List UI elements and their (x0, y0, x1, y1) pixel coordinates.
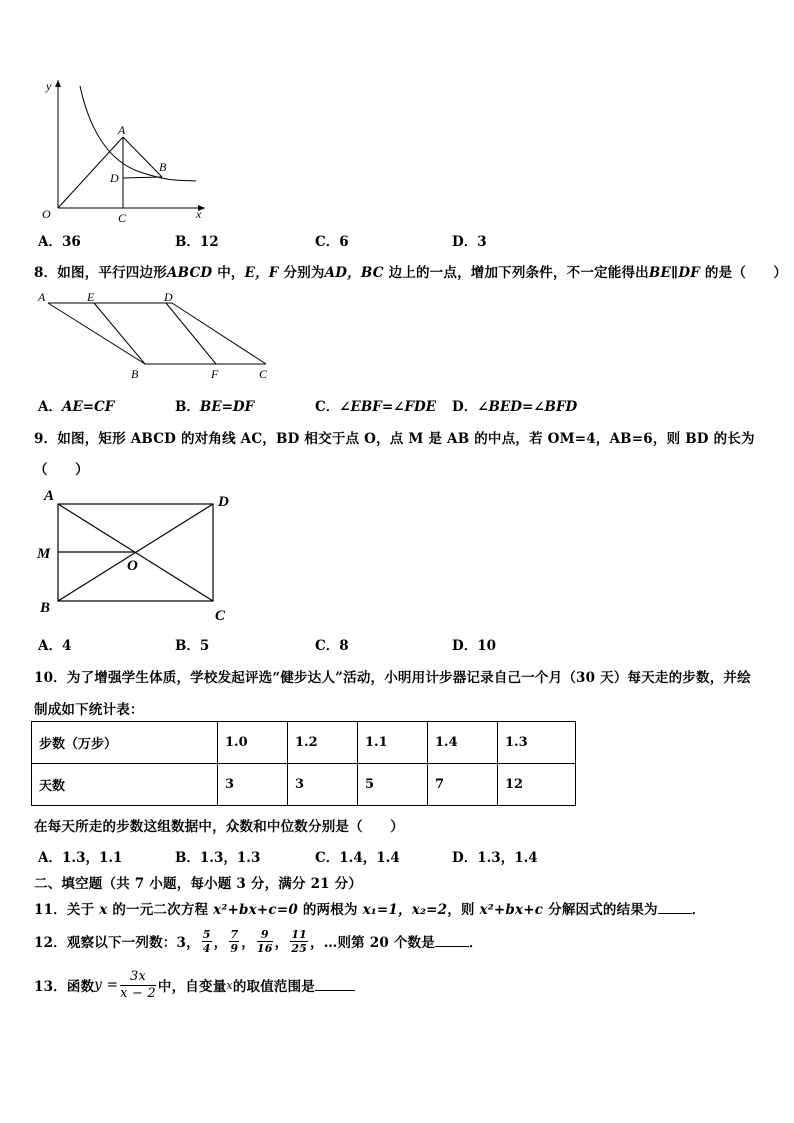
q10-stem-line3: 在每天所走的步数这组数据中，众数和中位数分别是（ ） (34, 819, 404, 835)
table-cell: 1.3 (498, 722, 576, 764)
table-cell: 1.1 (358, 722, 428, 764)
q10-stem-line2: 制成如下统计表： (34, 702, 144, 718)
q9-d-label: D (218, 494, 229, 510)
q8-c-label: C (259, 367, 268, 381)
q8-option-d: D．∠BED=∠BFD (452, 399, 578, 415)
q7-option-b: B．12 (175, 234, 219, 250)
q7-d-label: D (110, 171, 119, 185)
q7-y-label: y (46, 79, 52, 93)
q9-o-label: O (127, 558, 138, 574)
q8-e-label: E (87, 290, 95, 304)
fraction: $\frac{5}{4}$ (202, 927, 211, 955)
q8-figure (30, 288, 280, 383)
fraction: $\frac{7}{9}$ (230, 927, 239, 955)
q8-stem: 8．如图，平行四边形ABCD 中，E，F 分别为AD，BC 边上的一点，增加下列条件，不一定能得出BE∥DF 的是（ ） (34, 265, 788, 281)
q10-option-b: B．1.3，1.3 (175, 850, 261, 866)
q9-option-a: A．4 (38, 638, 72, 654)
q11: 11．关于 x 的一元二次方程 x²+bx+c=0 的两根为 x₁=1，x₂=2，则 x²+bx+c 分解因式的结果为 ． (34, 902, 706, 918)
table-cell: 步数（万步） (32, 722, 218, 764)
answer-blank (435, 936, 469, 947)
answer-blank (658, 903, 692, 914)
answer-blank (315, 980, 355, 991)
q8-d-label: D (164, 290, 173, 304)
q8-a-label: A (38, 290, 46, 304)
q9-m-label: M (37, 546, 51, 562)
q7-o-label: O (42, 207, 51, 221)
section-heading: 二、填空题（共 7 小题，每小题 3 分，满分 21 分） (34, 876, 363, 892)
q10-option-c: C．1.4，1.4 (315, 850, 400, 866)
q8-b-label: B (131, 367, 139, 381)
q8-option-c: C．∠EBF=∠FDE (315, 399, 437, 415)
q13: 13．函数 y = $\frac{3x}{x - 2}$ 中，自变量 x 的取值范围是 (34, 965, 355, 1005)
q8-option-b: B．BE=DF (175, 399, 255, 415)
q8-option-a: A．AE=CF (38, 399, 115, 415)
q9-stem-line2: （ ） (34, 462, 89, 478)
q10-table (31, 721, 576, 806)
table-cell: 12 (498, 764, 576, 806)
table-cell: 3 (288, 764, 358, 806)
q12: 12．观察以下一列数：3， $\frac{5}{4}$ ， $\frac{7}{9}$ ， $\frac{9}{16}$ ， $\frac{11}{25}$ ，…则第 20 个数是 ． (34, 927, 483, 955)
table-row (32, 764, 576, 806)
q10-option-d: D．1.3，1.4 (452, 850, 538, 866)
q9-option-d: D．10 (452, 638, 496, 654)
q7-a-label: A (118, 123, 126, 137)
q9-option-c: C．8 (315, 638, 349, 654)
table-cell: 1.4 (428, 722, 498, 764)
table-cell: 1.0 (218, 722, 288, 764)
q9-option-b: B．5 (175, 638, 210, 654)
q7-graph (30, 72, 210, 222)
q9-stem-line1: 9．如图，矩形 ABCD 的对角线 AC，BD 相交于点 O，点 M 是 AB 的中点，若 OM=4，AB=6，则 BD 的长为 (34, 431, 755, 447)
q7-option-a: A．36 (38, 234, 81, 250)
table-cell: 1.2 (288, 722, 358, 764)
table-cell: 天数 (32, 764, 218, 806)
table-row (32, 722, 576, 764)
q7-b-label: B (159, 160, 167, 174)
q9-figure (30, 484, 240, 626)
q9-b-label: B (40, 600, 51, 616)
q7-c-label: C (118, 211, 127, 222)
q10-option-a: A．1.3，1.1 (38, 850, 123, 866)
q10-stem-line1: 10．为了增强学生体质，学校发起评选“健步达人”活动，小明用计步器记录自己一个月（30 天）每天走的步数，并绘 (34, 670, 751, 686)
q7-option-d: D．3 (452, 234, 487, 250)
q8-f-label: F (211, 367, 219, 381)
q9-c-label: C (215, 608, 226, 624)
table-cell: 5 (358, 764, 428, 806)
q9-a-label: A (44, 488, 55, 504)
q7-x-label: x (196, 207, 202, 221)
q7-option-c: C．6 (315, 234, 349, 250)
fraction: $\frac{11}{25}$ (291, 927, 308, 955)
table-cell: 7 (428, 764, 498, 806)
fraction: $\frac{9}{16}$ (256, 927, 273, 955)
fraction: $\frac{3x}{x - 2}$ (120, 968, 156, 1001)
table-cell: 3 (218, 764, 288, 806)
